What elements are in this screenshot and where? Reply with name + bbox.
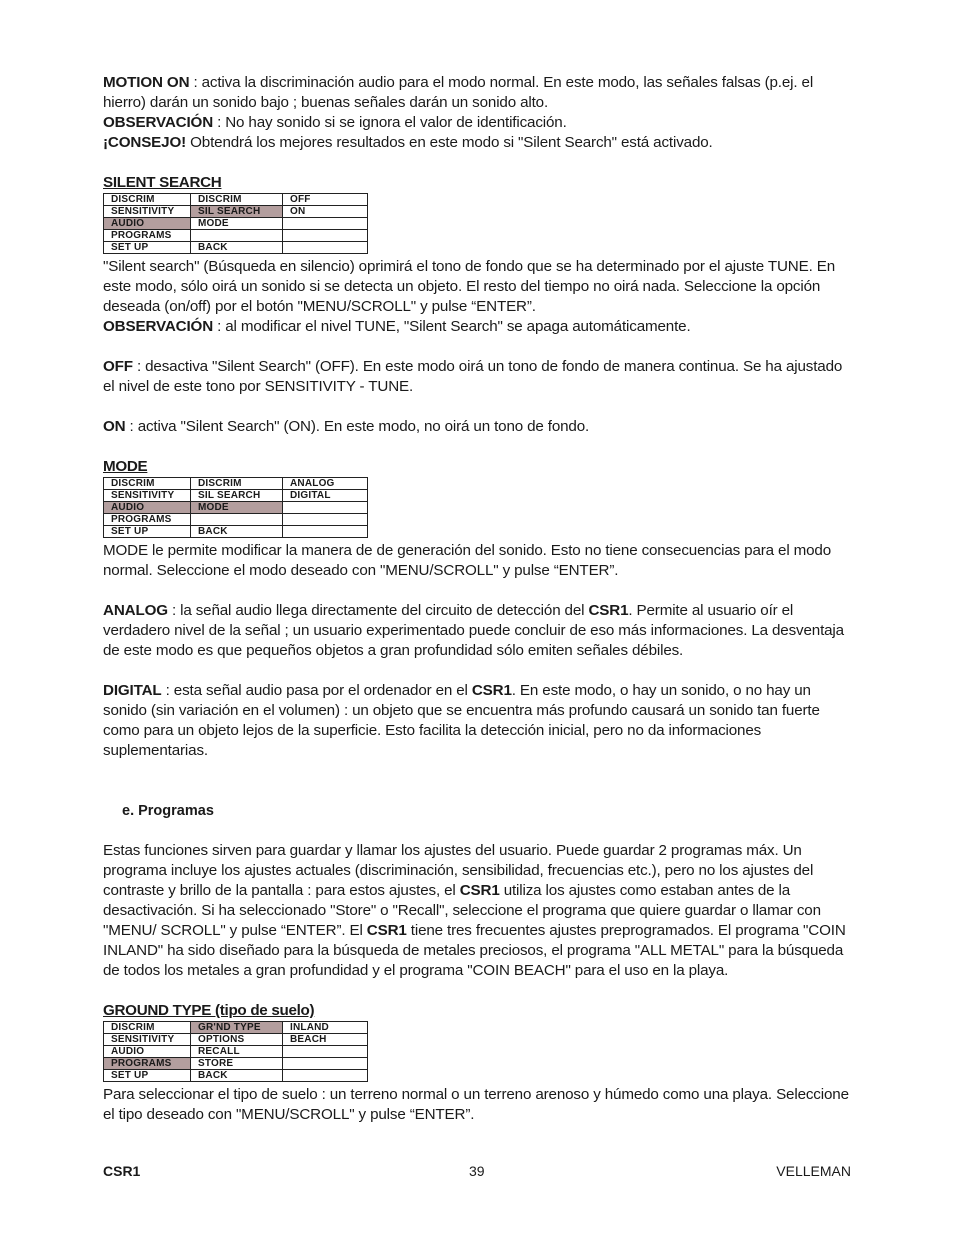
table-row: [104, 1070, 368, 1082]
table-row: [104, 526, 368, 538]
off-paragraph: [103, 357, 853, 397]
observacion-text: : No hay sonido si se ignora el valor de identificación.: [213, 114, 567, 131]
observacion-text: : al modificar el nivel TUNE, "Silent Search" se apaga automáticamente.: [213, 318, 691, 335]
motion-on-label: MOTION ON: [103, 74, 190, 91]
on-paragraph: [103, 417, 853, 437]
digital-text: : esta señal audio pasa por el ordenador en el: [161, 682, 472, 699]
menu-cell: RECALL: [191, 1046, 283, 1058]
analog-paragraph: [103, 601, 853, 661]
silent-search-observacion: [103, 317, 853, 337]
menu-cell: INLAND: [283, 1022, 368, 1034]
observacion-paragraph: [103, 113, 853, 133]
product-name: CSR1: [471, 682, 512, 699]
off-label: OFF: [103, 358, 133, 375]
menu-cell: [283, 514, 368, 526]
analog-text: : la señal audio llega directamente del circuito de detección del: [167, 602, 589, 619]
menu-cell: ON: [283, 206, 368, 218]
ground-type-heading: GROUND TYPE (tipo de suelo): [103, 1002, 315, 1019]
document-page: [103, 73, 853, 1125]
digital-label: DIGITAL: [103, 682, 162, 699]
menu-cell: BEACH: [283, 1034, 368, 1046]
consejo-label: ¡CONSEJO!: [103, 134, 187, 151]
table-row: [104, 230, 368, 242]
menu-cell: SET UP: [104, 526, 191, 538]
product-name: CSR1: [588, 602, 629, 619]
menu-cell: [191, 514, 283, 526]
silent-search-heading: SILENT SEARCH: [103, 174, 222, 191]
menu-cell: OFF: [283, 194, 368, 206]
menu-cell-selected: PROGRAMS: [104, 1058, 191, 1070]
off-text: : desactiva "Silent Search" (OFF). En este modo oirá un tono de fondo de manera continua. Se ha ajustado el nivel de este tono por SENSITIVITY - TUNE.: [103, 358, 843, 395]
table-row: [104, 194, 368, 206]
menu-cell: DISCRIM: [191, 478, 283, 490]
ground-type-menu-table: [103, 1021, 368, 1082]
programas-text: Estas funciones sirven para guardar y llamar los ajustes del usuario. Puede guardar 2 programas máx. Un programa incluye los ajustes actuales (discriminación, sensibilidad, frecuencias etc.), pero no los ajustes del contraste y brillo de la pantalla : para estos ajustes, el: [103, 842, 814, 899]
table-row: [104, 514, 368, 526]
menu-cell-selected: GR'ND TYPE: [191, 1022, 283, 1034]
on-text: : activa "Silent Search" (ON). En este modo, no oirá un tono de fondo.: [125, 418, 590, 435]
menu-cell: SIL SEARCH: [191, 490, 283, 502]
table-row: [104, 490, 368, 502]
menu-cell: SENSITIVITY: [104, 1034, 191, 1046]
consejo-text: Obtendrá los mejores resultados en este modo si "Silent Search" está activado.: [186, 134, 713, 151]
menu-cell: DISCRIM: [191, 194, 283, 206]
product-name: CSR1: [459, 882, 500, 899]
footer-brand: VELLEMAN: [776, 1163, 851, 1179]
observacion-label: OBSERVACIÓN: [103, 318, 214, 335]
menu-cell: [283, 502, 368, 514]
menu-cell: BACK: [191, 1070, 283, 1082]
menu-cell: [283, 242, 368, 254]
menu-cell: ANALOG: [283, 478, 368, 490]
page-number: 39: [469, 1163, 485, 1179]
menu-cell: BACK: [191, 242, 283, 254]
motion-on-paragraph: [103, 73, 853, 113]
menu-cell: [283, 1070, 368, 1082]
table-row: [104, 242, 368, 254]
menu-cell: DISCRIM: [104, 1022, 191, 1034]
menu-cell: [283, 1058, 368, 1070]
menu-cell: DISCRIM: [104, 194, 191, 206]
table-row: [104, 218, 368, 230]
mode-menu-table: [103, 477, 368, 538]
menu-cell: SENSITIVITY: [104, 206, 191, 218]
menu-cell-selected: AUDIO: [104, 218, 191, 230]
menu-cell: [191, 230, 283, 242]
menu-cell: STORE: [191, 1058, 283, 1070]
silent-search-menu-table: [103, 193, 368, 254]
menu-cell: SET UP: [104, 1070, 191, 1082]
page-footer: [103, 1163, 851, 1183]
digital-paragraph: [103, 681, 853, 761]
table-row: [104, 1034, 368, 1046]
menu-cell: DISCRIM: [104, 478, 191, 490]
digital-text: . En este modo, o hay un sonido, o no hay un sonido (sin variación en el volumen) : un objeto que se encuentra más profundo causará un sonido tan fuerte como para un objeto lejos de la superficie. Esto facilita la detección inicial, pero no da informaciones suplementarias.: [103, 682, 820, 759]
menu-cell: [283, 1046, 368, 1058]
table-row: [104, 1022, 368, 1034]
mode-description: MODE le permite modificar la manera de de generación del sonido. Esto no tiene consecuencias para el modo normal. Seleccione el modo deseado con "MENU/SCROLL" y pulse “ENTER”.: [103, 542, 832, 579]
menu-cell: PROGRAMS: [104, 230, 191, 242]
menu-cell: PROGRAMS: [104, 514, 191, 526]
product-name: CSR1: [366, 922, 407, 939]
menu-cell: AUDIO: [104, 1046, 191, 1058]
analog-label: ANALOG: [103, 602, 168, 619]
mode-heading: MODE: [103, 458, 148, 475]
menu-cell: MODE: [191, 218, 283, 230]
table-row: [104, 502, 368, 514]
programas-paragraph: [103, 841, 853, 981]
table-row: [104, 478, 368, 490]
consejo-paragraph: [103, 133, 853, 153]
on-label: ON: [103, 418, 126, 435]
menu-cell: DIGITAL: [283, 490, 368, 502]
menu-cell: SET UP: [104, 242, 191, 254]
table-row: [104, 206, 368, 218]
observacion-label: OBSERVACIÓN: [103, 114, 214, 131]
menu-cell: [283, 218, 368, 230]
programas-heading: e. Programas: [122, 803, 214, 819]
menu-cell: SENSITIVITY: [104, 490, 191, 502]
menu-cell-selected: AUDIO: [104, 502, 191, 514]
analog-text: . Permite al usuario oír el verdadero nivel de la señal ; un usuario experimentado puede concluir de eso más informaciones. La desventaja de este modo es que pequeños objetos a gran profundidad sólo emiten señales débiles.: [103, 602, 844, 659]
footer-model: CSR1: [103, 1163, 141, 1179]
programas-text: tiene tres frecuentes ajustes preprogramados. El programa "COIN INLAND" ha sido diseñado para la búsqueda de metales preciosos, el programa "ALL METAL" para la búsqueda de todos los metales a gran profundidad y el programa "COIN BEACH" para el uso en la playa.: [103, 922, 846, 979]
programas-text: utiliza los ajustes como estaban antes de la desactivación. Si ha seleccionado "Store" o "Recall", seleccione el programa que quiere guardar o llamar con "MENU/ SCROLL" y pulse “ENTER”. El: [103, 882, 821, 939]
menu-cell: [283, 526, 368, 538]
table-row: [104, 1046, 368, 1058]
motion-on-text: : activa la discriminación audio para el modo normal. En este modo, las señales falsas (p.ej. el hierro) darán un sonido bajo ; buenas señales darán un sonido alto.: [103, 74, 814, 111]
ground-type-description: Para seleccionar el tipo de suelo : un terreno normal o un terreno arenoso y húmedo como una playa. Seleccione el tipo deseado con "MENU/SCROLL" y pulse “ENTER”.: [103, 1086, 849, 1123]
menu-cell-selected: MODE: [191, 502, 283, 514]
table-row: [104, 1058, 368, 1070]
menu-cell: BACK: [191, 526, 283, 538]
silent-search-description: "Silent search" (Búsqueda en silencio) oprimirá el tono de fondo que se ha determinado por el ajuste TUNE. En este modo, sólo oirá un sonido si se detecta un objeto. El resto del tiempo no oirá nada. Seleccione la opción deseada (on/off) por el botón "MENU/SCROLL" y pulse “ENTER”.: [103, 258, 836, 315]
menu-cell: [283, 230, 368, 242]
menu-cell-selected: SIL SEARCH: [191, 206, 283, 218]
menu-cell: OPTIONS: [191, 1034, 283, 1046]
